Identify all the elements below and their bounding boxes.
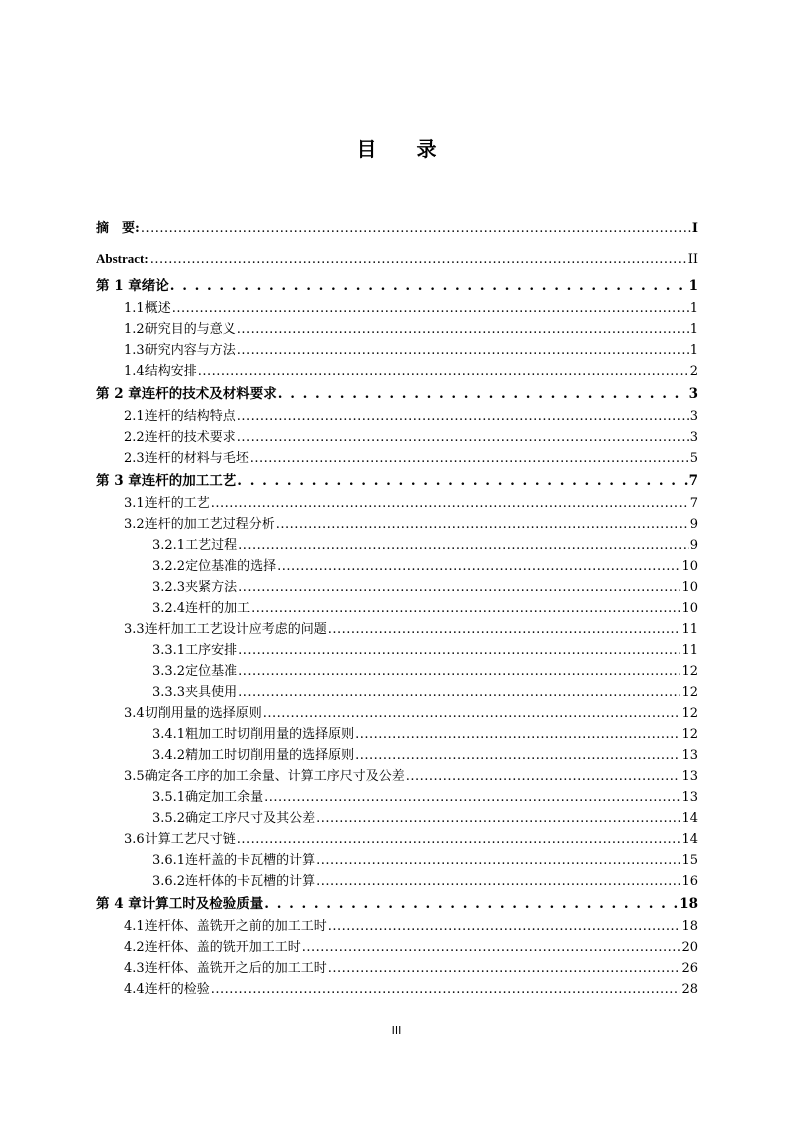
dot-leader [251, 598, 680, 619]
toc-label: 绪论 [141, 278, 169, 294]
toc-label: 工艺过程 [185, 538, 238, 553]
page-title [0, 133, 793, 162]
toc-number: 3.4.2 [152, 748, 186, 763]
toc-page: 3 [688, 386, 698, 402]
toc-number: 第 2 章 [96, 386, 142, 402]
toc-label: 连杆的加工艺过程分析 [144, 517, 275, 532]
toc-number: 3.2.2 [152, 559, 186, 574]
toc-section-entry[interactable] [96, 871, 698, 892]
toc-label: 连杆的加工 [185, 601, 251, 616]
toc-label: 确定加工余量 [185, 790, 264, 805]
toc-label: 连杆体的卡瓦槽的计算 [185, 874, 316, 889]
toc-label: 连杆的结构特点 [144, 409, 236, 424]
toc-page: 3 [689, 409, 698, 424]
toc-page: 10 [681, 559, 698, 574]
dot-leader [211, 979, 681, 1000]
toc-page: 2 [689, 364, 698, 379]
toc-page: 5 [689, 451, 698, 466]
toc-label: 连杆体、盖的铣开加工工时 [144, 940, 301, 955]
toc-label: 连杆的材料与毛坯 [144, 451, 249, 466]
dot-leader [237, 319, 689, 340]
toc-page: 13 [681, 790, 698, 805]
toc-entry-abstract-cn[interactable] [96, 214, 698, 244]
toc-section-entry[interactable] [96, 298, 698, 319]
dot-leader [328, 916, 681, 937]
toc-page: 18 [679, 896, 698, 912]
toc-section-entry[interactable] [96, 850, 698, 871]
toc-number: 3.4.1 [152, 727, 186, 742]
toc-label: 计算工时及检验质量 [141, 896, 264, 912]
toc-label: 确定工序尺寸及其公差 [185, 811, 316, 826]
dot-leader [237, 829, 681, 850]
toc-label: 研究目的与意义 [144, 322, 236, 337]
toc-page: II [687, 252, 698, 267]
dot-leader [328, 958, 681, 979]
toc-number: 2.3 [124, 451, 145, 466]
toc-number: 3.3 [124, 622, 145, 637]
toc-number: 第 3 章 [96, 473, 142, 489]
dot-leader [238, 640, 680, 661]
toc-section-entry[interactable] [96, 340, 698, 361]
dot-leader [237, 427, 689, 448]
toc-number: 2.1 [124, 409, 145, 424]
dot-leader [237, 406, 689, 427]
toc-label: 工序安排 [185, 643, 238, 658]
toc-entries [96, 274, 698, 1000]
toc-page: 9 [689, 538, 698, 553]
toc-section-entry[interactable] [96, 361, 698, 382]
toc-section-entry[interactable] [96, 979, 698, 1000]
toc-number: 1.2 [124, 322, 145, 337]
toc-page: 13 [681, 748, 698, 763]
toc-page: 11 [681, 643, 698, 658]
toc-label: 连杆的工艺 [144, 496, 210, 511]
toc-entry-abstract-en[interactable] [96, 244, 698, 274]
toc-number: 1.4 [124, 364, 145, 379]
toc-page: 1 [689, 322, 698, 337]
toc-page: 13 [681, 769, 698, 784]
toc-label: 连杆的技术及材料要求 [141, 386, 277, 402]
toc-section-entry[interactable] [96, 661, 698, 682]
toc-section-entry[interactable] [96, 958, 698, 979]
dot-leader [250, 448, 689, 469]
toc-section-entry[interactable] [96, 514, 698, 535]
toc-number: 3.3.3 [152, 685, 186, 700]
toc-label: 连杆的技术要求 [144, 430, 236, 445]
title-char: 目 [356, 137, 377, 161]
dot-leader [238, 682, 680, 703]
toc-page: 28 [681, 982, 698, 997]
toc-page: 18 [681, 919, 698, 934]
toc-page: 3 [689, 430, 698, 445]
toc-number: 2.2 [124, 430, 145, 445]
toc-number: 第 4 章 [96, 896, 142, 912]
toc-chapter-entry[interactable] [96, 382, 698, 406]
toc-section-entry[interactable] [96, 448, 698, 469]
toc-number: 3.1 [124, 496, 145, 511]
toc-label: 连杆盖的卡瓦槽的计算 [185, 853, 316, 868]
dot-leader [328, 619, 681, 640]
dot-leader [238, 577, 680, 598]
toc-page: 14 [681, 811, 698, 826]
toc-section-entry[interactable] [96, 577, 698, 598]
toc-number: 3.5 [124, 769, 145, 784]
toc-label: Abstract: [96, 251, 149, 266]
toc-number: 3.2.4 [152, 601, 186, 616]
dot-leader [316, 808, 680, 829]
toc-page: I [691, 221, 698, 236]
toc-page: 11 [681, 622, 698, 637]
page-number: III [391, 1024, 402, 1037]
toc-section-entry[interactable] [96, 619, 698, 640]
dot-leader [406, 766, 681, 787]
toc-label: 研究内容与方法 [144, 343, 236, 358]
dot-leader [237, 340, 689, 361]
title-char: 录 [416, 137, 437, 161]
toc-chapter-entry[interactable] [96, 469, 698, 493]
toc-number: 3.5.1 [152, 790, 186, 805]
toc-label: 连杆体、盖铣开之前的加工工时 [144, 919, 327, 934]
dot-leader [237, 469, 687, 493]
dot-leader [170, 274, 688, 298]
toc-section-entry[interactable] [96, 427, 698, 448]
toc-page: 12 [681, 685, 698, 700]
toc-label: 连杆的检验 [144, 982, 210, 997]
toc-page: 10 [681, 601, 698, 616]
dot-leader [264, 892, 678, 916]
toc-label: 结构安排 [144, 364, 197, 379]
dot-leader [238, 535, 689, 556]
toc-number: 第 1 章 [96, 278, 142, 294]
toc-page: 16 [681, 874, 698, 889]
toc-number: 3.6.1 [152, 853, 186, 868]
toc-page: 15 [681, 853, 698, 868]
toc-number: 3.4 [124, 706, 145, 721]
toc-chapter-entry[interactable] [96, 274, 698, 298]
toc-page: 12 [681, 727, 698, 742]
toc-number: 1.3 [124, 343, 145, 358]
toc-section-entry[interactable] [96, 916, 698, 937]
toc-number: 3.2 [124, 517, 145, 532]
dot-leader [278, 382, 688, 406]
toc-section-entry[interactable] [96, 808, 698, 829]
toc-page: 7 [688, 473, 698, 489]
toc-section-entry[interactable] [96, 406, 698, 427]
dot-leader [150, 245, 687, 275]
dot-leader [211, 493, 689, 514]
toc-label: 连杆加工工艺设计应考虑的问题 [144, 622, 327, 637]
toc-number: 4.2 [124, 940, 145, 955]
toc-label: 切削用量的选择原则 [144, 706, 262, 721]
toc-page: 12 [681, 706, 698, 721]
toc-section-entry[interactable] [96, 766, 698, 787]
dot-leader [198, 361, 689, 382]
dot-leader [276, 514, 689, 535]
dot-leader [263, 703, 681, 724]
toc-page: 1 [688, 278, 698, 294]
toc-section-entry[interactable] [96, 493, 698, 514]
toc-section-entry[interactable] [96, 598, 698, 619]
toc-page: 7 [689, 496, 698, 511]
toc-number: 4.4 [124, 982, 145, 997]
toc-section-entry[interactable] [96, 937, 698, 958]
toc-label: 连杆体、盖铣开之后的加工工时 [144, 961, 327, 976]
dot-leader [316, 850, 680, 871]
dot-leader [172, 298, 689, 319]
toc-page: 20 [681, 940, 698, 955]
toc-section-entry[interactable] [96, 724, 698, 745]
dot-leader [355, 745, 680, 766]
toc-label: 概述 [144, 301, 171, 316]
toc-number: 1.1 [124, 301, 145, 316]
toc-section-entry[interactable] [96, 745, 698, 766]
dot-leader [277, 556, 680, 577]
dot-leader [264, 787, 680, 808]
toc-number: 3.2.3 [152, 580, 186, 595]
table-of-contents [96, 214, 698, 1000]
toc-page: 10 [681, 580, 698, 595]
toc-number: 3.5.2 [152, 811, 186, 826]
toc-page: 9 [689, 517, 698, 532]
toc-section-entry[interactable] [96, 703, 698, 724]
toc-page: 26 [681, 961, 698, 976]
toc-section-entry[interactable] [96, 535, 698, 556]
toc-section-entry[interactable] [96, 319, 698, 340]
toc-page: 12 [681, 664, 698, 679]
toc-label: 粗加工时切削用量的选择原则 [185, 727, 355, 742]
toc-label: 计算工艺尺寸链 [144, 832, 236, 847]
toc-label: 摘 要: [96, 221, 140, 236]
toc-label: 夹紧方法 [185, 580, 238, 595]
toc-label: 确定各工序的加工余量、计算工序尺寸及公差 [144, 769, 405, 784]
dot-leader [141, 214, 691, 244]
toc-number: 3.2.1 [152, 538, 186, 553]
dot-leader [238, 661, 680, 682]
toc-label: 精加工时切削用量的选择原则 [185, 748, 355, 763]
toc-page: 1 [689, 301, 698, 316]
toc-number: 3.6.2 [152, 874, 186, 889]
toc-section-entry[interactable] [96, 787, 698, 808]
toc-number: 3.3.2 [152, 664, 186, 679]
toc-number: 4.3 [124, 961, 145, 976]
toc-label: 夹具使用 [185, 685, 238, 700]
toc-label: 定位基准 [185, 664, 238, 679]
toc-number: 3.6 [124, 832, 145, 847]
toc-label: 定位基准的选择 [185, 559, 277, 574]
toc-chapter-entry[interactable] [96, 892, 698, 916]
toc-label: 连杆的加工工艺 [141, 473, 237, 489]
dot-leader [316, 871, 680, 892]
toc-number: 4.1 [124, 919, 145, 934]
toc-section-entry[interactable] [96, 682, 698, 703]
toc-section-entry[interactable] [96, 829, 698, 850]
toc-page: 14 [681, 832, 698, 847]
toc-number: 3.3.1 [152, 643, 186, 658]
dot-leader [355, 724, 680, 745]
dot-leader [302, 937, 681, 958]
toc-page: 1 [689, 343, 698, 358]
toc-section-entry[interactable] [96, 556, 698, 577]
toc-section-entry[interactable] [96, 640, 698, 661]
